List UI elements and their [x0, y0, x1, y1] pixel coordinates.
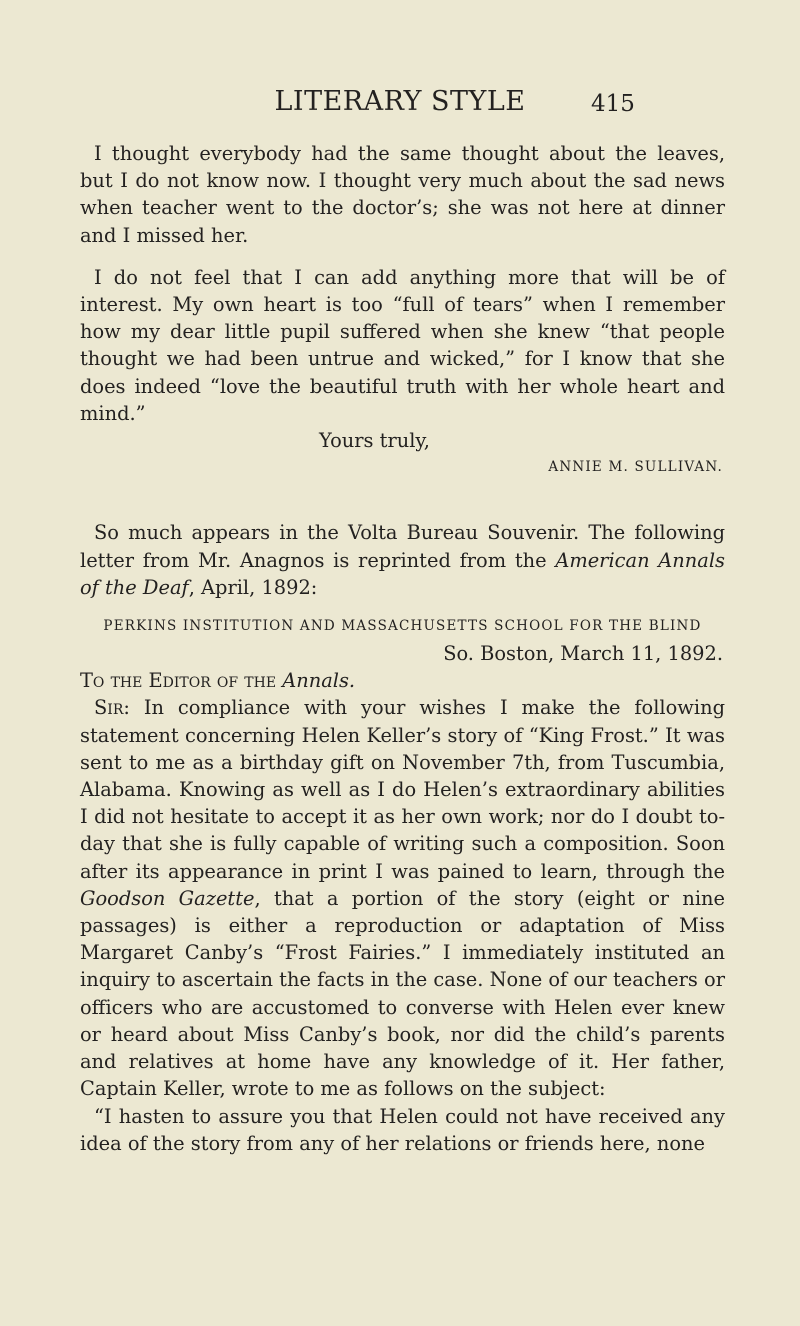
page-header — [0, 86, 800, 126]
letter1-paragraph-1: I thought everybody had the same thought about the leaves, but I do not know now. I thought very much about the sad news when teacher went to the doctor’s; she was not here at dinner and I missed her. — [80, 142, 725, 247]
letter2-quote: “I hasten to assure you that Helen could not have received any idea of the story from any of her relations or friends here, none — [80, 1104, 725, 1155]
salutation-journal: Annals. — [282, 669, 356, 693]
letter1-closing: Yours truly, — [319, 429, 430, 453]
letter2-body-b: , that a portion of the story (eight or nine passages) is either a reproduction or adaptation of Miss Margaret Canby’s “Frost Fairies.” I immediately instituted an inquiry to ascertain the facts in the case. None of our teachers or officers who are accustomed to converse with Helen ever knew or heard about Miss Canby’s book, nor did the child’s parents and relatives at home have any knowledge of it. Her father, Captain Keller, wrote to me as follows on the subject: — [80, 886, 725, 1101]
intro-journal-title: American Annals of the Deaf — [80, 548, 725, 599]
letter1-signature: ANNIE M. SULLIVAN. — [548, 459, 723, 476]
letter2-body-a: In compliance with your wishes I make the following statement concerning Helen Keller’s story of “King Frost.” It was sent to me as a birthday gift on November 7th, from Tuscumbia, Alabama. Knowing as well as I do Helen’s extraordinary abilities I did not hesitate to accept it as her own work; nor do I doubt to-day that she is fully capable of writing such a composition. Soon after its appearance in print I was pained to learn, through the — [80, 696, 725, 883]
letter2-sir: Sir: — [94, 696, 130, 720]
intro-text-b: , April, 1892: — [188, 575, 318, 599]
salutation-text: To the Editor of the — [80, 669, 283, 693]
intro-text-a: So much appears in the Volta Bureau Souvenir. The following letter from Mr. Anagnos is reprinted from the — [80, 521, 725, 572]
letter2-gazette: Goodson Gazette — [80, 886, 255, 910]
letter2-body — [80, 694, 725, 1102]
intro-paragraph — [80, 519, 725, 601]
page-number: 415 — [591, 91, 635, 117]
body-text — [80, 140, 725, 1157]
letter1-paragraph-2: I do not feel that I can add anything more that will be of interest. My own heart is too “full of tears” when I remember how my dear little pupil suffered when she knew “that people thought we had been untrue and wicked,” for I know that she does indeed “love the beautiful truth with her whole heart and mind.” — [80, 265, 725, 425]
letter2-dateline: So. Boston, March 11, 1892. — [443, 642, 723, 666]
running-title: LITERARY STYLE — [274, 86, 526, 117]
letter2-letterhead: PERKINS INSTITUTION AND MASSACHUSETTS SCHOOL FOR THE BLIND — [103, 618, 702, 635]
letter2-salutation — [80, 667, 725, 694]
